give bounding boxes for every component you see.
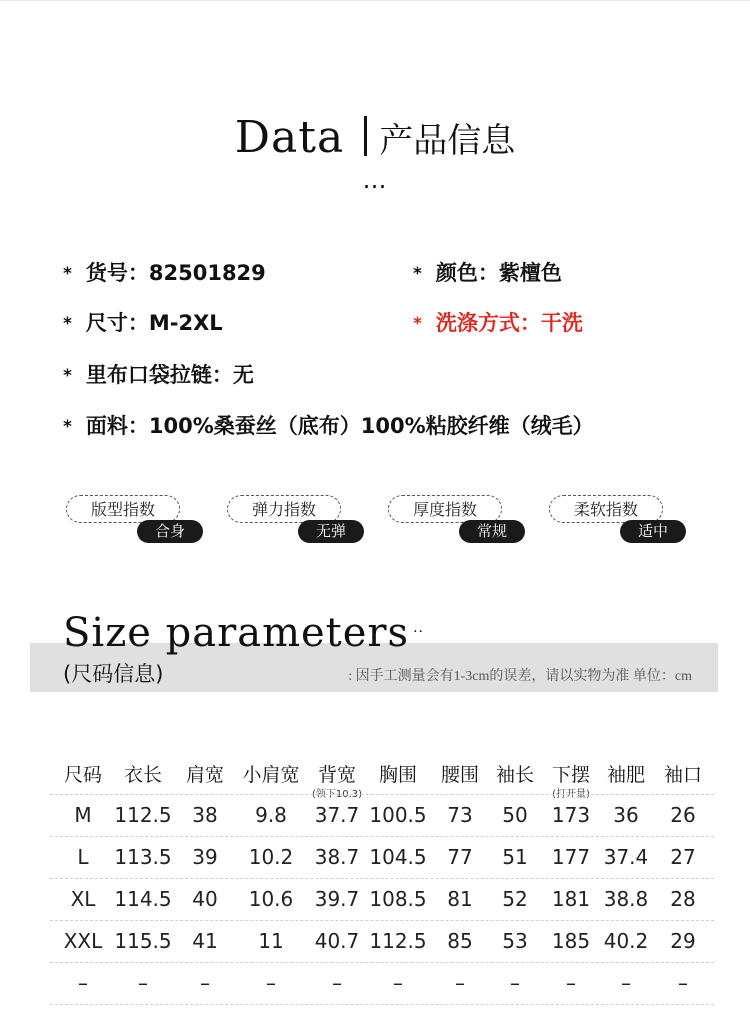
table-cell: 27 bbox=[670, 845, 696, 869]
table-cell: 177 bbox=[551, 845, 591, 869]
table-cell: 112.5 bbox=[114, 803, 172, 827]
table-cell: – bbox=[621, 971, 631, 995]
table-cell: 26 bbox=[670, 803, 696, 827]
page-header bbox=[0, 112, 750, 163]
index-pill-thickness: 厚度指数 bbox=[388, 495, 502, 523]
table-row-divider bbox=[50, 962, 714, 963]
table-header-cell: 袖长 bbox=[495, 764, 535, 786]
table-cell: 37.4 bbox=[603, 845, 649, 869]
table-cell: 40 bbox=[192, 887, 218, 911]
table-cell: – bbox=[393, 971, 403, 995]
header-dots: … bbox=[362, 166, 388, 194]
index-pill-elasticity: 弹力指数 bbox=[227, 495, 341, 523]
table-cell: 39 bbox=[192, 845, 218, 869]
table-cell: – bbox=[510, 971, 520, 995]
washing-text: 洗涤方式：干洗 bbox=[435, 311, 583, 335]
table-cell: 51 bbox=[502, 845, 528, 869]
fabric-text: 面料：100%桑蚕丝（底布）100%粘胶纤维（绒毛） bbox=[85, 414, 594, 438]
bullet-star-icon: * bbox=[413, 314, 422, 334]
table-cell: 113.5 bbox=[114, 845, 172, 869]
table-header-cell: 袖口 bbox=[663, 764, 703, 786]
table-cell: 37.7 bbox=[314, 803, 360, 827]
table-cell: – bbox=[266, 971, 276, 995]
table-header-cell: 腰围 bbox=[440, 764, 480, 786]
table-cell: 53 bbox=[502, 929, 528, 953]
table-cell: – bbox=[566, 971, 576, 995]
size-title-text: Size parameters bbox=[63, 610, 410, 656]
table-cell: 77 bbox=[447, 845, 473, 869]
item-no-text: 货号：82501829 bbox=[85, 261, 266, 285]
table-cell: 50 bbox=[502, 803, 528, 827]
top-divider bbox=[0, 0, 750, 1]
info-fabric bbox=[63, 410, 594, 440]
table-header-cell: 背宽 bbox=[317, 764, 357, 786]
header-title-en: Data bbox=[234, 112, 345, 163]
size-section-subtitle: (尺码信息) bbox=[63, 662, 164, 686]
table-cell: 36 bbox=[613, 803, 639, 827]
index-value-thickness: 常规 bbox=[459, 520, 525, 543]
table-cell: 41 bbox=[192, 929, 218, 953]
info-washing bbox=[413, 307, 583, 337]
table-size-label: XXL bbox=[63, 929, 103, 953]
table-cell: 38 bbox=[192, 803, 218, 827]
table-cell: 73 bbox=[447, 803, 473, 827]
table-header-cell: 小肩宽 bbox=[242, 764, 300, 786]
size-section-title bbox=[63, 610, 424, 656]
size-text: 尺寸：M-2XL bbox=[85, 311, 223, 335]
table-header-cell: 尺码 bbox=[63, 764, 103, 786]
table-row-divider bbox=[50, 836, 714, 837]
table-header-note: (打开量) bbox=[552, 789, 590, 800]
bullet-star-icon: * bbox=[63, 417, 72, 437]
table-cell: 112.5 bbox=[369, 929, 427, 953]
table-size-label: L bbox=[77, 845, 89, 869]
table-cell: 81 bbox=[447, 887, 473, 911]
table-header-cell: 袖肥 bbox=[606, 764, 646, 786]
size-section-note: : 因手工测量会有1-3cm的误差，请以实物为准 单位：cm bbox=[348, 669, 692, 684]
bullet-star-icon: * bbox=[63, 264, 72, 284]
index-value-elasticity: 无弹 bbox=[298, 520, 364, 543]
table-header-cell: 肩宽 bbox=[185, 764, 225, 786]
table-cell: 29 bbox=[670, 929, 696, 953]
table-cell: 9.8 bbox=[255, 803, 287, 827]
table-cell: 85 bbox=[447, 929, 473, 953]
table-cell: 40.7 bbox=[314, 929, 360, 953]
table-row-divider bbox=[50, 878, 714, 879]
table-cell: 10.6 bbox=[248, 887, 294, 911]
table-cell: 115.5 bbox=[114, 929, 172, 953]
table-cell: – bbox=[678, 971, 688, 995]
table-cell: 40.2 bbox=[603, 929, 649, 953]
header-divider bbox=[364, 116, 367, 156]
table-cell: – bbox=[200, 971, 210, 995]
bullet-star-icon: * bbox=[63, 366, 72, 386]
table-size-label: – bbox=[78, 971, 88, 995]
info-item-no bbox=[63, 257, 266, 287]
table-cell: 104.5 bbox=[369, 845, 427, 869]
bullet-star-icon: * bbox=[63, 314, 72, 334]
table-row-divider bbox=[50, 920, 714, 921]
index-value-softness: 适中 bbox=[620, 520, 686, 543]
table-cell: 108.5 bbox=[369, 887, 427, 911]
table-size-label: XL bbox=[70, 887, 96, 911]
table-header-note: (领下10.3) bbox=[311, 789, 363, 800]
table-cell: 38.8 bbox=[603, 887, 649, 911]
index-pill-fit: 版型指数 bbox=[66, 495, 180, 523]
table-size-label: M bbox=[74, 803, 92, 827]
lining-zipper-text: 里布口袋拉链：无 bbox=[85, 363, 254, 387]
info-size bbox=[63, 307, 223, 337]
table-cell: – bbox=[138, 971, 148, 995]
size-title-mark: ·· bbox=[413, 624, 424, 640]
header-title-cn: 产品信息 bbox=[379, 121, 516, 161]
color-text: 颜色：紫檀色 bbox=[435, 261, 562, 285]
info-color bbox=[413, 257, 562, 287]
table-cell: 11 bbox=[258, 929, 284, 953]
table-cell: 39.7 bbox=[314, 887, 360, 911]
table-cell: 52 bbox=[502, 887, 528, 911]
table-header-cell: 下摆 bbox=[551, 764, 591, 786]
table-cell: 181 bbox=[551, 887, 591, 911]
index-pill-softness: 柔软指数 bbox=[549, 495, 663, 523]
table-cell: 100.5 bbox=[369, 803, 427, 827]
table-row-divider bbox=[50, 794, 714, 795]
table-cell: 114.5 bbox=[114, 887, 172, 911]
table-cell: 185 bbox=[551, 929, 591, 953]
table-cell: 10.2 bbox=[248, 845, 294, 869]
info-lining-zipper bbox=[63, 359, 254, 389]
table-header-cell: 胸围 bbox=[378, 764, 418, 786]
table-header-cell: 衣长 bbox=[123, 764, 163, 786]
table-cell: 38.7 bbox=[314, 845, 360, 869]
bullet-star-icon: * bbox=[413, 264, 422, 284]
table-cell: 28 bbox=[670, 887, 696, 911]
table-cell: – bbox=[332, 971, 342, 995]
index-value-fit: 合身 bbox=[137, 520, 203, 543]
table-row-divider bbox=[50, 1004, 714, 1005]
table-cell: – bbox=[455, 971, 465, 995]
table-cell: 173 bbox=[551, 803, 591, 827]
